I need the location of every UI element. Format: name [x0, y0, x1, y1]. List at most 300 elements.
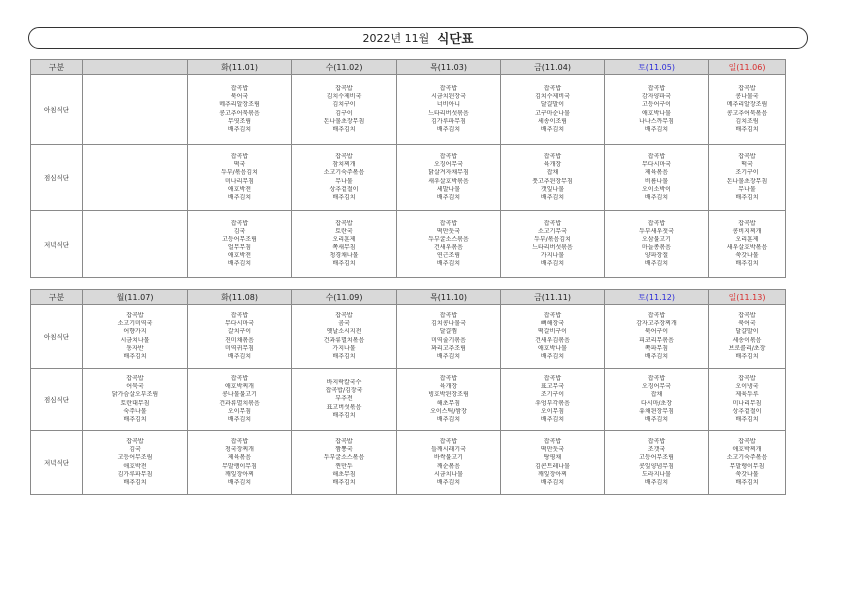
menu-item: 김치조림 [735, 117, 759, 125]
menu-item: 배추김치 [227, 478, 252, 486]
menu-item: 잡곡밥 [335, 312, 353, 320]
menu-item: 무나물 [335, 177, 353, 185]
menu-item: 배추김치 [227, 193, 252, 201]
menu-item: 잡곡밥 [738, 219, 756, 227]
menu-cell [397, 75, 501, 145]
menu-item: 탕평채 [543, 454, 562, 462]
menu-item: 배추김치 [332, 411, 356, 419]
menu-item: 새우살호박볶음 [428, 177, 469, 185]
menu-item: 건새우김볶음 [535, 336, 570, 344]
menu-item: 청경채나물 [329, 252, 359, 260]
menu-item: 쑥갓나물 [735, 252, 759, 260]
menu-item: 애호박나물 [642, 109, 671, 117]
header-day-wed: 수(11.09) [292, 290, 397, 305]
menu-cell [605, 431, 709, 495]
menu-item: 애호박찌개 [225, 383, 254, 391]
menu-item: 잡곡밥 [543, 85, 562, 93]
header-day-sun: 일(11.06) [709, 60, 786, 75]
menu-item: 배추김치 [227, 415, 252, 423]
menu-item: 잡곡밥 [738, 85, 756, 93]
menu-item: 떡갈비구이 [538, 328, 567, 336]
header-day-fri: 금(11.11) [501, 290, 605, 305]
menu-cell [83, 145, 188, 211]
menu-item: 잡곡밥 [543, 438, 562, 446]
menu-item: 상추겉절이 [329, 185, 359, 193]
week1-header-row [31, 60, 786, 75]
menu-item: 배추김치 [436, 415, 461, 423]
menu-item: 새우살호박볶음 [726, 244, 768, 251]
menu-item: 피코리무볶음 [639, 336, 674, 344]
menu-item: 떡국 [233, 161, 246, 169]
menu-item: 잡곡밥 [439, 85, 458, 93]
menu-item: 콩고추어묵볶음 [219, 109, 260, 117]
menu-item: 배추김치 [735, 415, 759, 423]
menu-item: 상추겉절이 [732, 407, 762, 415]
menu-item: 배추김치 [436, 352, 461, 360]
menu-item: 배추김치 [735, 125, 759, 133]
menu-item: 옛날소시지전 [326, 328, 362, 336]
menu-item: 다시마/초장 [640, 399, 672, 407]
header-day-mon: 월(11.07) [83, 290, 188, 305]
menu-item: 곰국 [338, 320, 350, 328]
menu-item: 배추김치 [644, 125, 669, 133]
menu-cell [709, 305, 786, 369]
meal-label: 저녁식단 [31, 431, 83, 495]
menu-item: 달걀말이 [735, 328, 759, 336]
menu-item: 북어국 [738, 320, 756, 328]
menu-item: 배추김치 [123, 478, 147, 486]
menu-item: 시금치나물 [434, 470, 463, 478]
menu-cell [605, 211, 709, 278]
meal-row [31, 75, 786, 145]
menu-item: 청국장찌개 [225, 446, 254, 454]
menu-cell [501, 431, 605, 495]
menu-item: 표고버섯볶음 [326, 403, 362, 411]
menu-item: 배추김치 [644, 478, 669, 486]
menu-item: 김국 [233, 227, 246, 235]
menu-cell [83, 305, 188, 369]
menu-item: 조기구이 [540, 391, 565, 399]
menu-cell [605, 145, 709, 211]
menu-item: 쪽파무침 [644, 344, 669, 352]
menu-item: 김콘트레나물 [535, 462, 570, 470]
menu-item: 미나리무침 [732, 399, 762, 407]
menu-item: 고등어구이 [642, 101, 671, 109]
week1-table [30, 59, 786, 278]
menu-item: 잡곡밥 [126, 312, 144, 320]
menu-cell [292, 369, 397, 431]
menu-item: 깨순볶음 [436, 462, 461, 470]
menu-item: 잡곡밥 [335, 153, 353, 161]
menu-item: 느타리버섯볶음 [428, 109, 469, 117]
menu-item: 두부/볶음김치 [221, 169, 258, 177]
menu-item: 김치수제비국 [326, 93, 362, 101]
menu-item: 콩고추어묵볶음 [726, 109, 768, 117]
menu-item: 미역줄기볶음 [431, 336, 466, 344]
menu-item: 시금치된장국 [431, 93, 466, 101]
menu-item: 두부/볶음김치 [534, 235, 571, 243]
menu-cell [709, 211, 786, 278]
menu-item: 잡곡밥 [439, 312, 458, 320]
menu-item: 무말랭이무침 [729, 462, 765, 470]
header-day-thu: 목(11.10) [397, 290, 501, 305]
menu-item: 콩비지찌개 [732, 227, 762, 235]
meal-label: 점심식단 [31, 369, 83, 431]
menu-item: 뼈해장국 [540, 320, 565, 328]
menu-item: 해초무침 [436, 399, 461, 407]
menu-item: 어묵국 [126, 383, 144, 391]
menu-item: 달걀말이 [540, 101, 565, 109]
menu-item: 바지락칼국수 [326, 379, 362, 387]
menu-item: 가지나물 [540, 252, 565, 260]
menu-item: 잡곡밥 [230, 219, 249, 227]
menu-item: 무다시마국 [225, 320, 254, 328]
menu-item: 떡만둣국 [436, 227, 461, 235]
menu-item: 잡채 [546, 169, 559, 177]
menu-item: 잡곡밥 [126, 438, 144, 446]
menu-item: 김가루파무침 [117, 470, 153, 478]
menu-cell [188, 431, 292, 495]
header-day-sat: 토(11.05) [605, 60, 709, 75]
menu-item: 돈나물초장무침 [726, 177, 768, 185]
menu-item: 배추김치 [332, 260, 356, 268]
menu-cell [397, 431, 501, 495]
menu-item: 잡곡밥 [738, 438, 756, 446]
menu-item: 배추김치 [644, 415, 669, 423]
menu-item: 떡국 [741, 161, 753, 169]
menu-cell [501, 369, 605, 431]
menu-cell [292, 211, 397, 278]
menu-item: 닭살겨자채무침 [428, 169, 469, 177]
menu-item: 오이스틱/쌈장 [430, 407, 467, 415]
menu-item: 육개장 [439, 383, 458, 391]
menu-item: 배추김치 [436, 260, 461, 268]
menu-cell [397, 305, 501, 369]
menu-item: 나나스까무침 [639, 117, 674, 125]
meal-row [31, 431, 786, 495]
menu-cell [605, 75, 709, 145]
menu-item: 달걀찜 [439, 328, 458, 336]
menu-item: 잡곡밥 [126, 375, 144, 383]
menu-item: 두부굴소스볶음 [323, 454, 365, 462]
menu-item: 오삼불고기 [642, 235, 671, 243]
menu-item: 토란국 [335, 227, 353, 235]
menu-item: 잡곡밥 [439, 438, 458, 446]
menu-item: 배추김치 [123, 352, 147, 360]
menu-item: 북어구이 [644, 328, 669, 336]
menu-item: 양파장절 [644, 252, 669, 260]
menu-cell [397, 369, 501, 431]
menu-cell [188, 145, 292, 211]
menu-item: 감자양파국 [642, 93, 671, 101]
menu-item: 고등어무조림 [222, 235, 257, 243]
menu-item: 꽈리고추조림 [431, 344, 466, 352]
menu-item: 김가루파무침 [431, 117, 466, 125]
menu-cell [292, 145, 397, 211]
menu-cell [188, 369, 292, 431]
menu-item: 쪽새무침 [332, 244, 356, 251]
menu-cell [709, 369, 786, 431]
menu-item: 배추김치 [735, 260, 759, 268]
menu-item: 소고기숙주볶음 [323, 169, 365, 177]
menu-item: 잡곡밥 [738, 153, 756, 161]
menu-item: 배추김치 [540, 478, 565, 486]
title-bar [28, 27, 808, 49]
menu-item: 오리훈제 [735, 235, 759, 243]
header-day-sat: 토(11.12) [605, 290, 709, 305]
menu-item: 해초무침 [332, 470, 356, 478]
menu-item: 두부굴소스볶음 [428, 235, 469, 243]
menu-item: 배추김치 [436, 125, 461, 133]
menu-item: 깨잎장아찌 [225, 470, 254, 478]
menu-item: 잡곡밥 [230, 153, 249, 161]
page-title: 식단표 [437, 31, 474, 46]
menu-cell [605, 305, 709, 369]
menu-cell [83, 211, 188, 278]
menu-item: 잡곡밥 [230, 375, 249, 383]
meal-row [31, 305, 786, 369]
menu-item: 잡곡밥 [230, 438, 249, 446]
menu-item: 배추김치 [644, 193, 669, 201]
header-day-fri: 금(11.04) [501, 60, 605, 75]
menu-item: 오리훈제 [332, 235, 356, 243]
menu-cell [501, 211, 605, 278]
menu-item: 닭가슴살오부조림 [111, 391, 159, 399]
menu-cell [292, 305, 397, 369]
menu-item: 깨잎장아찌 [538, 470, 567, 478]
menu-item: 잡곡밥 [230, 312, 249, 320]
menu-item: 오징어무국 [434, 161, 463, 169]
menu-cell [188, 211, 292, 278]
menu-cell [83, 75, 188, 145]
menu-item: 배추김치 [332, 352, 356, 360]
menu-item: 갯잎나물 [540, 185, 565, 193]
menu-cell [709, 75, 786, 145]
menu-item: 애호박전 [227, 185, 252, 193]
menu-item: 오이냉국 [735, 383, 759, 391]
menu-item: 김치수제비국 [535, 93, 570, 101]
menu-item: 애호박나물 [538, 344, 567, 352]
menu-item: 도라지나물 [642, 470, 671, 478]
menu-item: 고등어무조림 [117, 454, 153, 462]
menu-item: 잡곡밥 [230, 85, 249, 93]
menu-cell [188, 305, 292, 369]
menu-item: 고구마순나물 [535, 109, 570, 117]
menu-item: 고등어무조림 [639, 454, 674, 462]
menu-item: 갈치구이 [227, 328, 252, 336]
meal-row [31, 145, 786, 211]
menu-item: 두부새우젓국 [639, 227, 674, 235]
menu-item: 비름나물 [644, 177, 669, 185]
menu-item: 김국 [129, 446, 141, 454]
menu-item: 무나물 [738, 185, 756, 193]
menu-item: 잡곡밥 [647, 375, 666, 383]
menu-item: 우엉부각볶음 [535, 399, 570, 407]
menu-item: 콧잎양념무침 [639, 462, 674, 470]
menu-item: 잡곡밥 [543, 375, 562, 383]
menu-item: 연근조림 [436, 252, 461, 260]
menu-item: 잡곡밥 [647, 438, 666, 446]
menu-cell [188, 75, 292, 145]
menu-item: 건새우볶음 [434, 244, 463, 251]
menu-item: 배추김치 [540, 193, 565, 201]
meal-row [31, 211, 786, 278]
menu-item: 어향가지 [123, 328, 147, 336]
header-day-wed: 수(11.02) [292, 60, 397, 75]
menu-item: 잡곡밥 [738, 312, 756, 320]
meal-label: 저녁식단 [31, 211, 83, 278]
menu-item: 배추김치 [227, 352, 252, 360]
menu-cell [501, 75, 605, 145]
menu-item: 잡곡밥 [439, 153, 458, 161]
menu-item: 메추리알장조림 [726, 101, 768, 109]
week2-header-row [31, 290, 786, 305]
menu-item: 콩나물국 [735, 93, 759, 101]
menu-item: 감자고추장찌개 [636, 320, 677, 328]
menu-item: 소고기무국 [538, 227, 567, 235]
menu-item: 애호박전 [123, 462, 147, 470]
menu-item: 배추김치 [227, 260, 252, 268]
week2-table [30, 289, 786, 495]
menu-item: 세송이조림 [538, 117, 567, 125]
menu-item: 배추김치 [735, 352, 759, 360]
menu-item: 제육볶음 [227, 454, 252, 462]
meal-row [31, 369, 786, 431]
header-day-sun: 일(11.13) [709, 290, 786, 305]
menu-item: 돈나물초장무침 [323, 117, 365, 125]
menu-item: 잡곡밥/김장국 [325, 387, 363, 395]
menu-item: 배추김치 [436, 478, 461, 486]
menu-item: 배추김치 [123, 415, 147, 423]
menu-item: 잡곡밥 [647, 153, 666, 161]
menu-item: 배추김치 [436, 193, 461, 201]
menu-item: 동자반 [126, 344, 144, 352]
menu-cell [83, 369, 188, 431]
menu-item: 김구이 [335, 109, 353, 117]
menu-item: 배추김치 [540, 352, 565, 360]
menu-item: 너비아니 [436, 101, 461, 109]
menu-item: 건과류멸치볶음 [323, 336, 365, 344]
menu-item: 김치콩나물국 [431, 320, 466, 328]
menu-item: 짬뽕국 [335, 446, 353, 454]
menu-cell [709, 145, 786, 211]
menu-item: 오이소박이 [642, 185, 671, 193]
menu-item: 미나리무침 [225, 177, 254, 185]
menu-item: 배추김치 [540, 415, 565, 423]
menu-item: 소고기미역국 [117, 320, 153, 328]
menu-item: 토란대무침 [120, 399, 150, 407]
menu-item: 가지나물 [332, 344, 356, 352]
menu-item: 부추전 [335, 395, 353, 403]
menu-item: 잡곡밥 [335, 438, 353, 446]
meal-label: 아침식단 [31, 305, 83, 369]
menu-item: 배추김치 [644, 352, 669, 360]
menu-cell [397, 211, 501, 278]
menu-item: 북어국 [230, 93, 249, 101]
menu-cell [501, 305, 605, 369]
menu-item: 마늘종볶음 [642, 244, 671, 251]
menu-item: 김치구이 [332, 101, 356, 109]
menu-item: 느타리버섯볶음 [532, 244, 573, 251]
menu-item: 세송이볶음 [732, 336, 762, 344]
menu-cell [83, 431, 188, 495]
menu-item: 잡곡밥 [647, 85, 666, 93]
menu-item: 배추김치 [644, 260, 669, 268]
menu-item: 배추김치 [540, 125, 565, 133]
menu-item: 빙호박된장조림 [428, 391, 469, 399]
menu-item: 조기구이 [735, 169, 759, 177]
menu-item: 브로콜리/초장 [728, 344, 766, 352]
menu-item: 애호박전 [227, 252, 252, 260]
menu-item: 잡곡밥 [543, 312, 562, 320]
header-label: 구분 [31, 60, 83, 75]
header-day-thu: 목(11.03) [397, 60, 501, 75]
menu-item: 잡곡밥 [335, 85, 353, 93]
menu-item: 얼무무침 [227, 244, 252, 251]
menu-item: 배추김치 [735, 478, 759, 486]
menu-item: 참치찌개 [332, 161, 356, 169]
menu-item: 잡곡밥 [439, 375, 458, 383]
menu-item: 유채된장무침 [639, 407, 674, 415]
meal-label: 아침식단 [31, 75, 83, 145]
menu-cell [397, 145, 501, 211]
menu-cell [709, 431, 786, 495]
menu-item: 배추김치 [227, 125, 252, 133]
menu-item: 콩나물불고기 [222, 391, 257, 399]
menu-item: 오이무침 [227, 407, 252, 415]
menu-item: 애호박찌개 [732, 446, 762, 454]
menu-item: 표고무국 [540, 383, 565, 391]
menu-item: 배추김치 [332, 478, 356, 486]
menu-item: 잡채 [650, 391, 663, 399]
header-day-tue: 화(11.08) [188, 290, 292, 305]
menu-cell [605, 369, 709, 431]
menu-item: 쑥갓나물 [735, 470, 759, 478]
menu-item: 진미채볶음 [225, 336, 254, 344]
menu-item: 무말랭이무침 [222, 462, 257, 470]
menu-item: 바싹불고기 [434, 454, 463, 462]
menu-item: 잡곡밥 [439, 219, 458, 227]
menu-cell [292, 75, 397, 145]
menu-item: 풋고추된장무침 [532, 177, 573, 185]
menu-item: 미역귀무침 [225, 344, 254, 352]
menu-item: 오징어무국 [642, 383, 671, 391]
menu-cell [292, 431, 397, 495]
menu-item: 메추리알장조림 [219, 101, 260, 109]
menu-item: 오이무침 [540, 407, 565, 415]
header-day-tue: 화(11.01) [188, 60, 292, 75]
menu-item: 육개장 [543, 161, 562, 169]
menu-item: 숙주나물 [123, 407, 147, 415]
menu-item: 배추김치 [332, 125, 356, 133]
header-day-blank [83, 60, 188, 75]
menu-item: 잡곡밥 [738, 375, 756, 383]
menu-item: 세발나물 [436, 185, 461, 193]
menu-item: 찐만두 [335, 462, 353, 470]
menu-item: 배추김치 [540, 260, 565, 268]
menu-item: 무엿조림 [227, 117, 252, 125]
header-label: 구분 [31, 290, 83, 305]
menu-item: 들깨시래기국 [431, 446, 466, 454]
menu-item: 건과류멸치볶음 [219, 399, 260, 407]
meal-label: 점심식단 [31, 145, 83, 211]
menu-item: 잡곡밥 [647, 312, 666, 320]
menu-item: 잡곡밥 [335, 219, 353, 227]
menu-item: 조갯국 [647, 446, 666, 454]
menu-item: 잡곡밥 [647, 219, 666, 227]
menu-item: 배추김치 [332, 193, 356, 201]
menu-item: 배추김치 [735, 193, 759, 201]
